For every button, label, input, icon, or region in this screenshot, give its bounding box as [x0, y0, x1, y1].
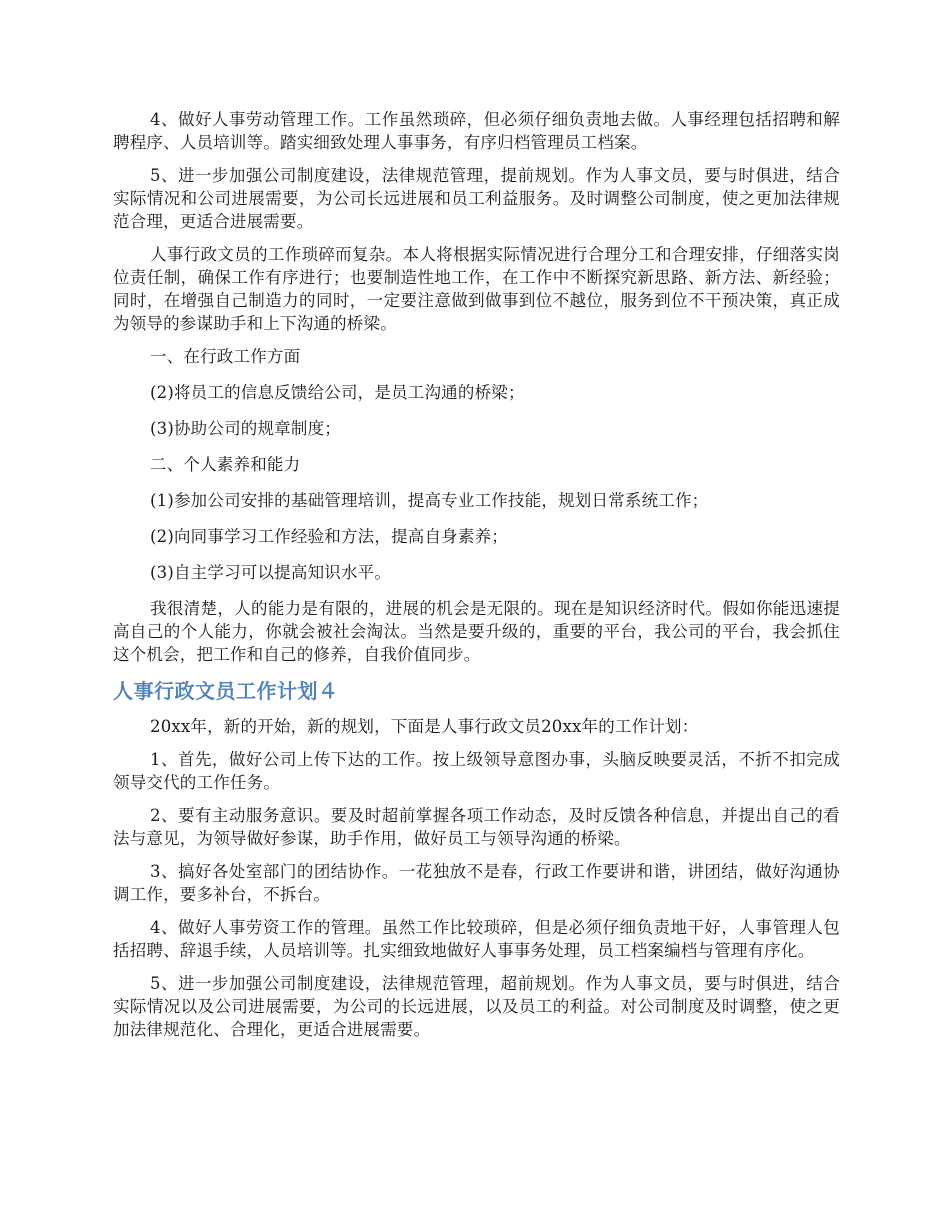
paragraph-work-summary: 人事行政文员的工作琐碎而复杂。本人将根据实际情况进行合理分工和合理安排，仔细落实岗位责任制，确保工作有序进行；也要制造性地工作，在工作中不断探究新思路、新方法、新经验；同时，在增强自己制造力的同时，一定要注意做到做事到位不越位，服务到位不干预决策，真正成为领导的参谋助手和上下沟通的桥梁。: [113, 245, 840, 333]
list-item: (3)自主学习可以提高知识水平。: [150, 563, 392, 582]
paragraph-plan-item-4: 4、做好人事劳资工作的管理。虽然工作比较琐碎，但是必须仔细负责地干好，人事管理人包括招聘、辞退手续，人员培训等。扎实细致地做好人事事务处理，员工档案编档与管理有序化。: [113, 918, 840, 960]
document-page: [113, 108, 840, 1051]
list-item: (3)协助公司的规章制度；: [150, 419, 341, 438]
list-item: (1)参加公司安排的基础管理培训，提高专业工作技能，规划日常系统工作；: [150, 491, 709, 510]
list-item: (2)向同事学习工作经验和方法，提高自身素养；: [150, 527, 508, 546]
list-heading-personal: 二、个人素养和能力: [150, 455, 301, 474]
list-heading-admin: 一、在行政工作方面: [150, 347, 301, 366]
paragraph-plan-item-1: 1、首先，做好公司上传下达的工作。按上级领导意图办事，头脑反映要灵活，不折不扣完成领导交代的工作任务。: [113, 750, 840, 792]
paragraph-plan-item-2: 2、要有主动服务意识。要及时超前掌握各项工作动态，及时反馈各种信息，并提出自己的看法与意见，为领导做好参谋，助手作用，做好员工与领导沟通的桥梁。: [113, 806, 840, 848]
paragraph-conclusion: 我很清楚，人的能力是有限的，进展的机会是无限的。现在是知识经济时代。假如你能迅速提高自己的个人能力，你就会被社会淘汰。当然是要升级的，重要的平台，我公司的平台，我会抓住这个机会，把工作和自己的修养，自我价值同步。: [113, 599, 840, 664]
paragraph-plan-item-5: 5、进一步加强公司制度建设，法律规范管理，超前规划。作为人事文员，要与时俱进，结合实际情况以及公司进展需要，为公司的长远进展，以及员工的利益。对公司制度及时调整，使之更加法律规范化、合理化，更适合进展需要。: [113, 974, 840, 1039]
paragraph-hr-management: 4、做好人事劳动管理工作。工作虽然琐碎，但必须仔细负责地去做。人事经理包括招聘和解聘程序、人员培训等。踏实细致处理人事事务，有序归档管理员工档案。: [113, 110, 840, 152]
list-item: (2)将员工的信息反馈给公司，是员工沟通的桥梁；: [150, 383, 525, 402]
section-heading: 人事行政文员工作计划４: [113, 679, 339, 703]
paragraph-plan-item-3: 3、搞好各处室部门的团结协作。一花独放不是春，行政工作要讲和谐，讲团结，做好沟通协调工作，要多补台，不拆台。: [113, 862, 840, 904]
paragraph-system-building: 5、进一步加强公司制度建设，法律规范管理，提前规划。作为人事文员，要与时俱进，结合实际情况和公司进展需要，为公司长远进展和员工利益服务。及时调整公司制度，使之更加法律规范合理，更适合进展需要。: [113, 166, 840, 231]
paragraph-intro: 20xx年，新的开始，新的规划，下面是人事行政文员20xx年的工作计划：: [150, 717, 699, 736]
